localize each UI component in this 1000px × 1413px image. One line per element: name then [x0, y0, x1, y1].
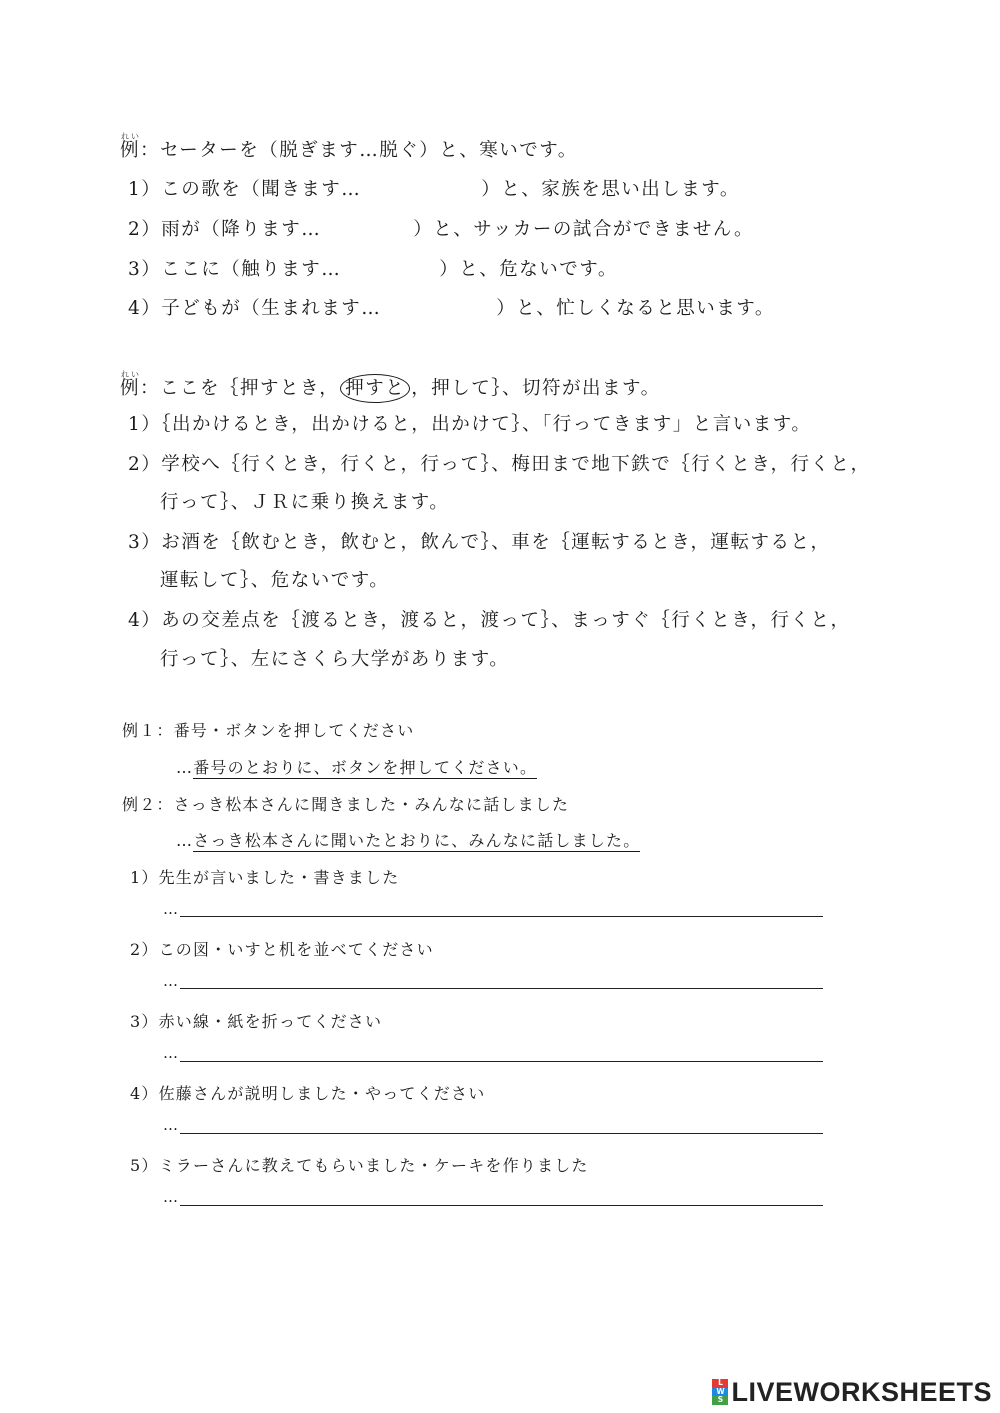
example-answer: 番号のとおりに、ボタンを押してください。	[193, 758, 538, 777]
s3-example-2: 例２：さっき松本さんに聞きました・みんなに話しました	[122, 795, 570, 814]
s2-item-2: 2）学校へ｛行くとき，行くと，行って｝、梅田まで地下鉄で｛行くとき，行くと，	[128, 454, 871, 475]
s3-example-1: 例１：番号・ボタンを押してください	[122, 721, 415, 740]
choice-text[interactable]: 運転して｝、危ないです。	[160, 570, 390, 591]
s1-item-3: 3）ここに（触ります… ）と、危ないです。	[128, 259, 618, 280]
s2-example: 例れい：ここを｛押すとき， 押すと ，押して｝、切符が出ます。	[120, 370, 661, 400]
choice-text[interactable]: お酒を｛飲むとき，飲むと，飲んで｝、車を｛運転するとき，運転すると，	[161, 532, 831, 553]
s2-item-4: 4）あの交差点を｛渡るとき，渡ると，渡って｝、まっすぐ｛行くとき，行くと，	[128, 610, 851, 631]
answer-dots: …	[163, 900, 178, 918]
answer-line-3[interactable]	[180, 1061, 823, 1062]
answer-dots: …	[163, 1116, 178, 1134]
answer-dots: …	[163, 1044, 178, 1062]
circled-answer: 押すと	[340, 374, 410, 403]
answer-dots: …	[163, 972, 178, 990]
answer-line-1[interactable]	[180, 916, 823, 917]
s1-item-2: 2）雨が（降ります… ）と、サッカーの試合ができません。	[128, 219, 755, 240]
s3-item-1: 1）先生が言いました・書きました	[130, 868, 400, 887]
example-label: 例れい	[120, 370, 141, 399]
s2-item-3: 3）お酒を｛飲むとき，飲むと，飲んで｝、車を｛運転するとき，運転すると，	[128, 532, 831, 553]
s2-item-1: 1）｛出かけるとき，出かけると，出かけて｝、「行ってきます」と言います。	[128, 414, 812, 435]
s3-item-4: 4）佐藤さんが説明しました・やってください	[130, 1084, 486, 1103]
s1-example	[120, 132, 578, 162]
brand-name: LIVEWORKSHEETS	[731, 1376, 992, 1407]
liveworksheets-logo-icon: L W S	[712, 1379, 728, 1405]
s2-item-4-cont	[160, 645, 509, 671]
s2-item-3-cont	[160, 566, 389, 592]
s3-example-1-answer: …番号のとおりに、ボタンを押してください。	[176, 758, 538, 777]
s3-item-5: 5）ミラーさんに教えてもらいました・ケーキを作りました	[130, 1156, 589, 1175]
s1-item-1: 1）この歌を（聞きます… ）と、家族を思い出します。	[128, 179, 740, 200]
example-label: 例れい	[120, 132, 141, 161]
choice-text[interactable]: あの交差点を｛渡るとき，渡ると，渡って｝、まっすぐ｛行くとき，行くと，	[161, 610, 851, 631]
choice-text[interactable]: 学校へ｛行くとき，行くと，行って｝、梅田まで地下鉄で｛行くとき，行くと，	[161, 454, 871, 475]
example-answer: さっき松本さんに聞いたとおりに、みんなに話しました。	[193, 831, 641, 850]
answer-dots: …	[163, 1188, 178, 1206]
s1-example-text: ：セーターを（脱ぎます…脱ぐ）と、寒いです。	[140, 140, 578, 161]
s1-item-4: 4）子どもが（生まれます… ）と、忙しくなると思います。	[128, 298, 775, 319]
choice-text[interactable]: 行って｝、ＪＲに乗り換えます。	[160, 492, 450, 513]
s3-item-3: 3）赤い線・紙を折ってください	[130, 1012, 383, 1031]
answer-line-5[interactable]	[180, 1205, 823, 1206]
answer-line-2[interactable]	[180, 988, 823, 989]
s2-item-2-cont	[160, 488, 449, 514]
answer-line-4[interactable]	[180, 1133, 823, 1134]
footer-brand	[712, 1377, 992, 1407]
s3-item-2: 2）この図・いすと机を並べてください	[130, 940, 434, 959]
choice-text[interactable]: 行って｝、左にさくら大学があります。	[160, 649, 510, 670]
choice-text[interactable]: ｛出かけるとき，出かけると，出かけて｝、「行ってきます」と言います。	[161, 414, 812, 435]
s3-example-2-answer: …さっき松本さんに聞いたとおりに、みんなに話しました。	[176, 831, 641, 850]
